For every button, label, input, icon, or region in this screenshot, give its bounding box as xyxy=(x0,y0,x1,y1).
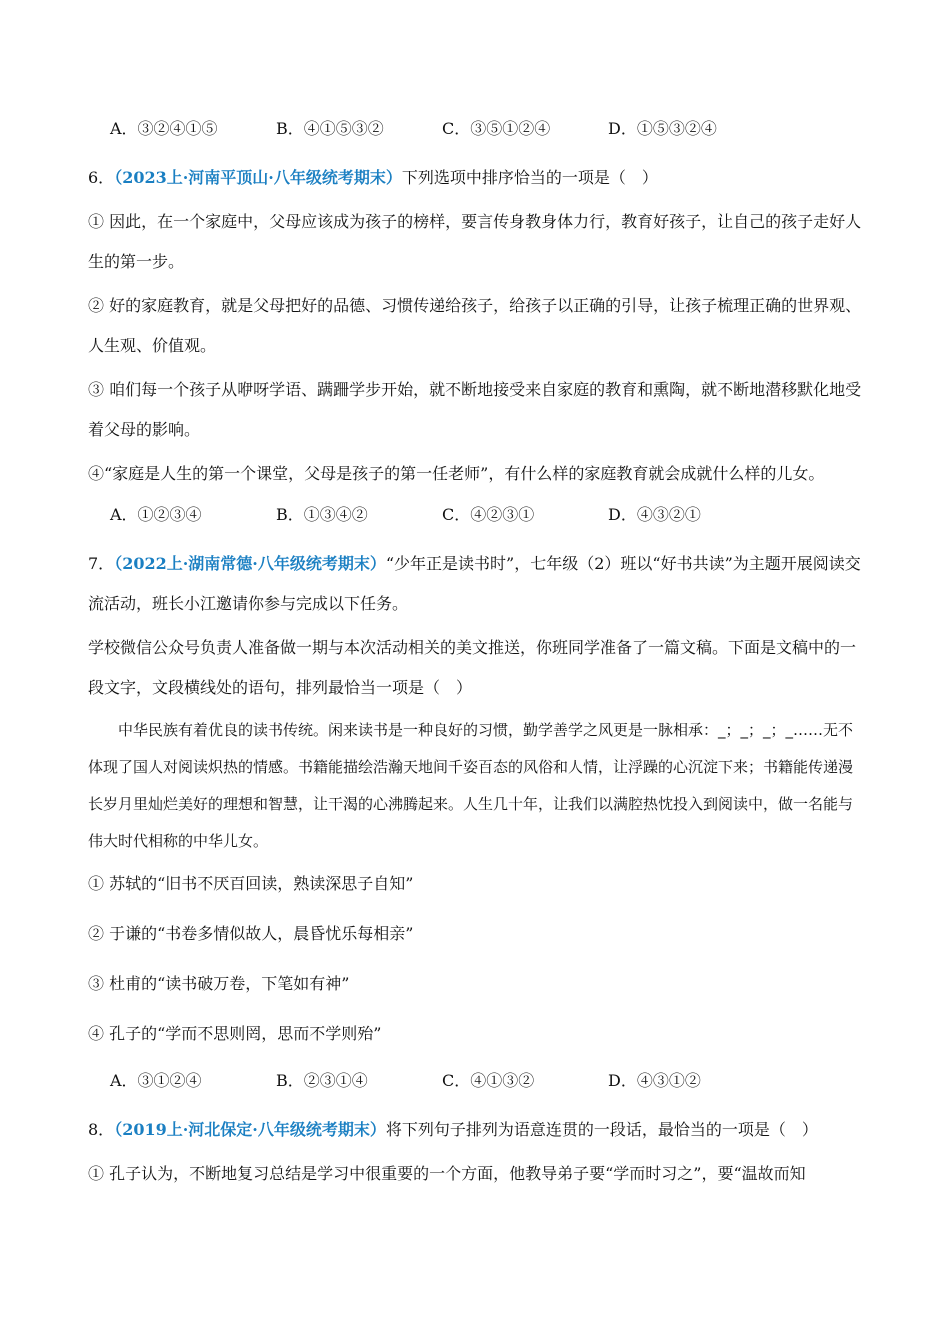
q6-option-b[interactable]: B．①③④② xyxy=(276,504,368,524)
q8-stem: 将下列句子排列为语意连贯的一段话，最恰当的一项是（ ） xyxy=(385,1120,818,1139)
document-page xyxy=(88,112,864,1204)
q8-item-1: ① 孔子认为，不断地复习总结是学习中很重要的一个方面，他教导弟子要“学而时习之”，要“温故而知 xyxy=(88,1164,806,1183)
q6-item-1: ① 因此，在一个家庭中，父母应该成为孩子的榜样，要言传身教身体力行，教育好孩子，让自己的孩子走好人生的第一步。 xyxy=(88,212,862,271)
q6-option-d[interactable]: D．④③②① xyxy=(608,504,701,524)
q7-option-c[interactable]: C．④①③② xyxy=(442,1070,535,1090)
q6-source: （2023上·河南平顶山·八年级统考期末） xyxy=(114,168,402,187)
q7-option-b[interactable]: B．②③①④ xyxy=(276,1070,368,1090)
q8-heading xyxy=(88,1110,864,1150)
q7-item-2: ② 于谦的“书卷多情似故人，晨昏忧乐每相亲” xyxy=(88,924,414,943)
q6-options xyxy=(110,498,864,528)
q7-options xyxy=(110,1064,864,1094)
q5-option-d[interactable]: D．①⑤③②④ xyxy=(608,118,717,138)
q6-item-3: ③ 咱们每一个孩子从咿呀学语、蹒跚学步开始，就不断地接受来自家庭的教育和熏陶，就不断地潜移默化地受着父母的影响。 xyxy=(88,380,862,439)
q5-options xyxy=(110,112,864,142)
q6-item-4: ④“家庭是人生的第一个课堂，父母是孩子的第一任老师”，有什么样的家庭教育就会成就什么样的儿女。 xyxy=(88,464,825,483)
q7-passage: 中华民族有着优良的读书传统。闲来读书是一种良好的习惯，勤学善学之风更是一脉相承：_；_；_；_……无不体现了国人对阅读炽热的情感。书籍能描绘浩瀚天地间千姿百态的风俗和人情，让浮躁的心沉淀下来；书籍能传递漫长岁月里灿烂美好的理想和智慧，让干渴的心沸腾起来。人生几十年，让我们以满腔热忱投入到阅读中，做一名能与伟大时代相称的中华儿女。 xyxy=(88,721,854,850)
q5-option-a[interactable]: A．③②④①⑤ xyxy=(110,118,218,138)
q5-option-c[interactable]: C．③⑤①②④ xyxy=(442,118,551,138)
q7-item-4: ④ 孔子的“学而不思则罔，思而不学则殆” xyxy=(88,1024,382,1043)
q7-item-1: ① 苏轼的“旧书不厌百回读，熟读深思子自知” xyxy=(88,874,414,893)
q6-item-2: ② 好的家庭教育，就是父母把好的品德、习惯传递给孩子，给孩子以正确的引导，让孩子梳理正确的世界观、人生观、价值观。 xyxy=(88,296,862,355)
q7-option-a[interactable]: A．③①②④ xyxy=(110,1070,202,1090)
q7-stem: “少年正是读书时”，七年级（2）班以“好书共读”为主题开展阅读交流活动，班长小江邀请你参与完成以下任务。 xyxy=(88,554,861,613)
q7-option-d[interactable]: D．④③①② xyxy=(608,1070,701,1090)
q7-task: 学校微信公众号负责人准备做一期与本次活动相关的美文推送，你班同学准备了一篇文稿。下面是文稿中的一段文字，文段横线处的语句，排列最恰当一项是（ ） xyxy=(88,638,857,697)
q6-stem: 下列选项中排序恰当的一项是（ ） xyxy=(401,168,658,187)
q5-option-b[interactable]: B．④①⑤③② xyxy=(276,118,384,138)
q6-number: 6． xyxy=(88,168,115,187)
q6-option-a[interactable]: A．①②③④ xyxy=(110,504,202,524)
q7-number: 7． xyxy=(88,554,115,573)
q7-heading xyxy=(88,544,864,624)
q7-source: （2022上·湖南常德·八年级统考期末） xyxy=(114,554,386,573)
q8-source: （2019上·河北保定·八年级统考期末） xyxy=(114,1120,386,1139)
q7-item-3: ③ 杜甫的“读书破万卷，下笔如有神” xyxy=(88,974,350,993)
q6-heading xyxy=(88,158,864,198)
q8-number: 8． xyxy=(88,1120,115,1139)
q6-option-c[interactable]: C．④②③① xyxy=(442,504,535,524)
